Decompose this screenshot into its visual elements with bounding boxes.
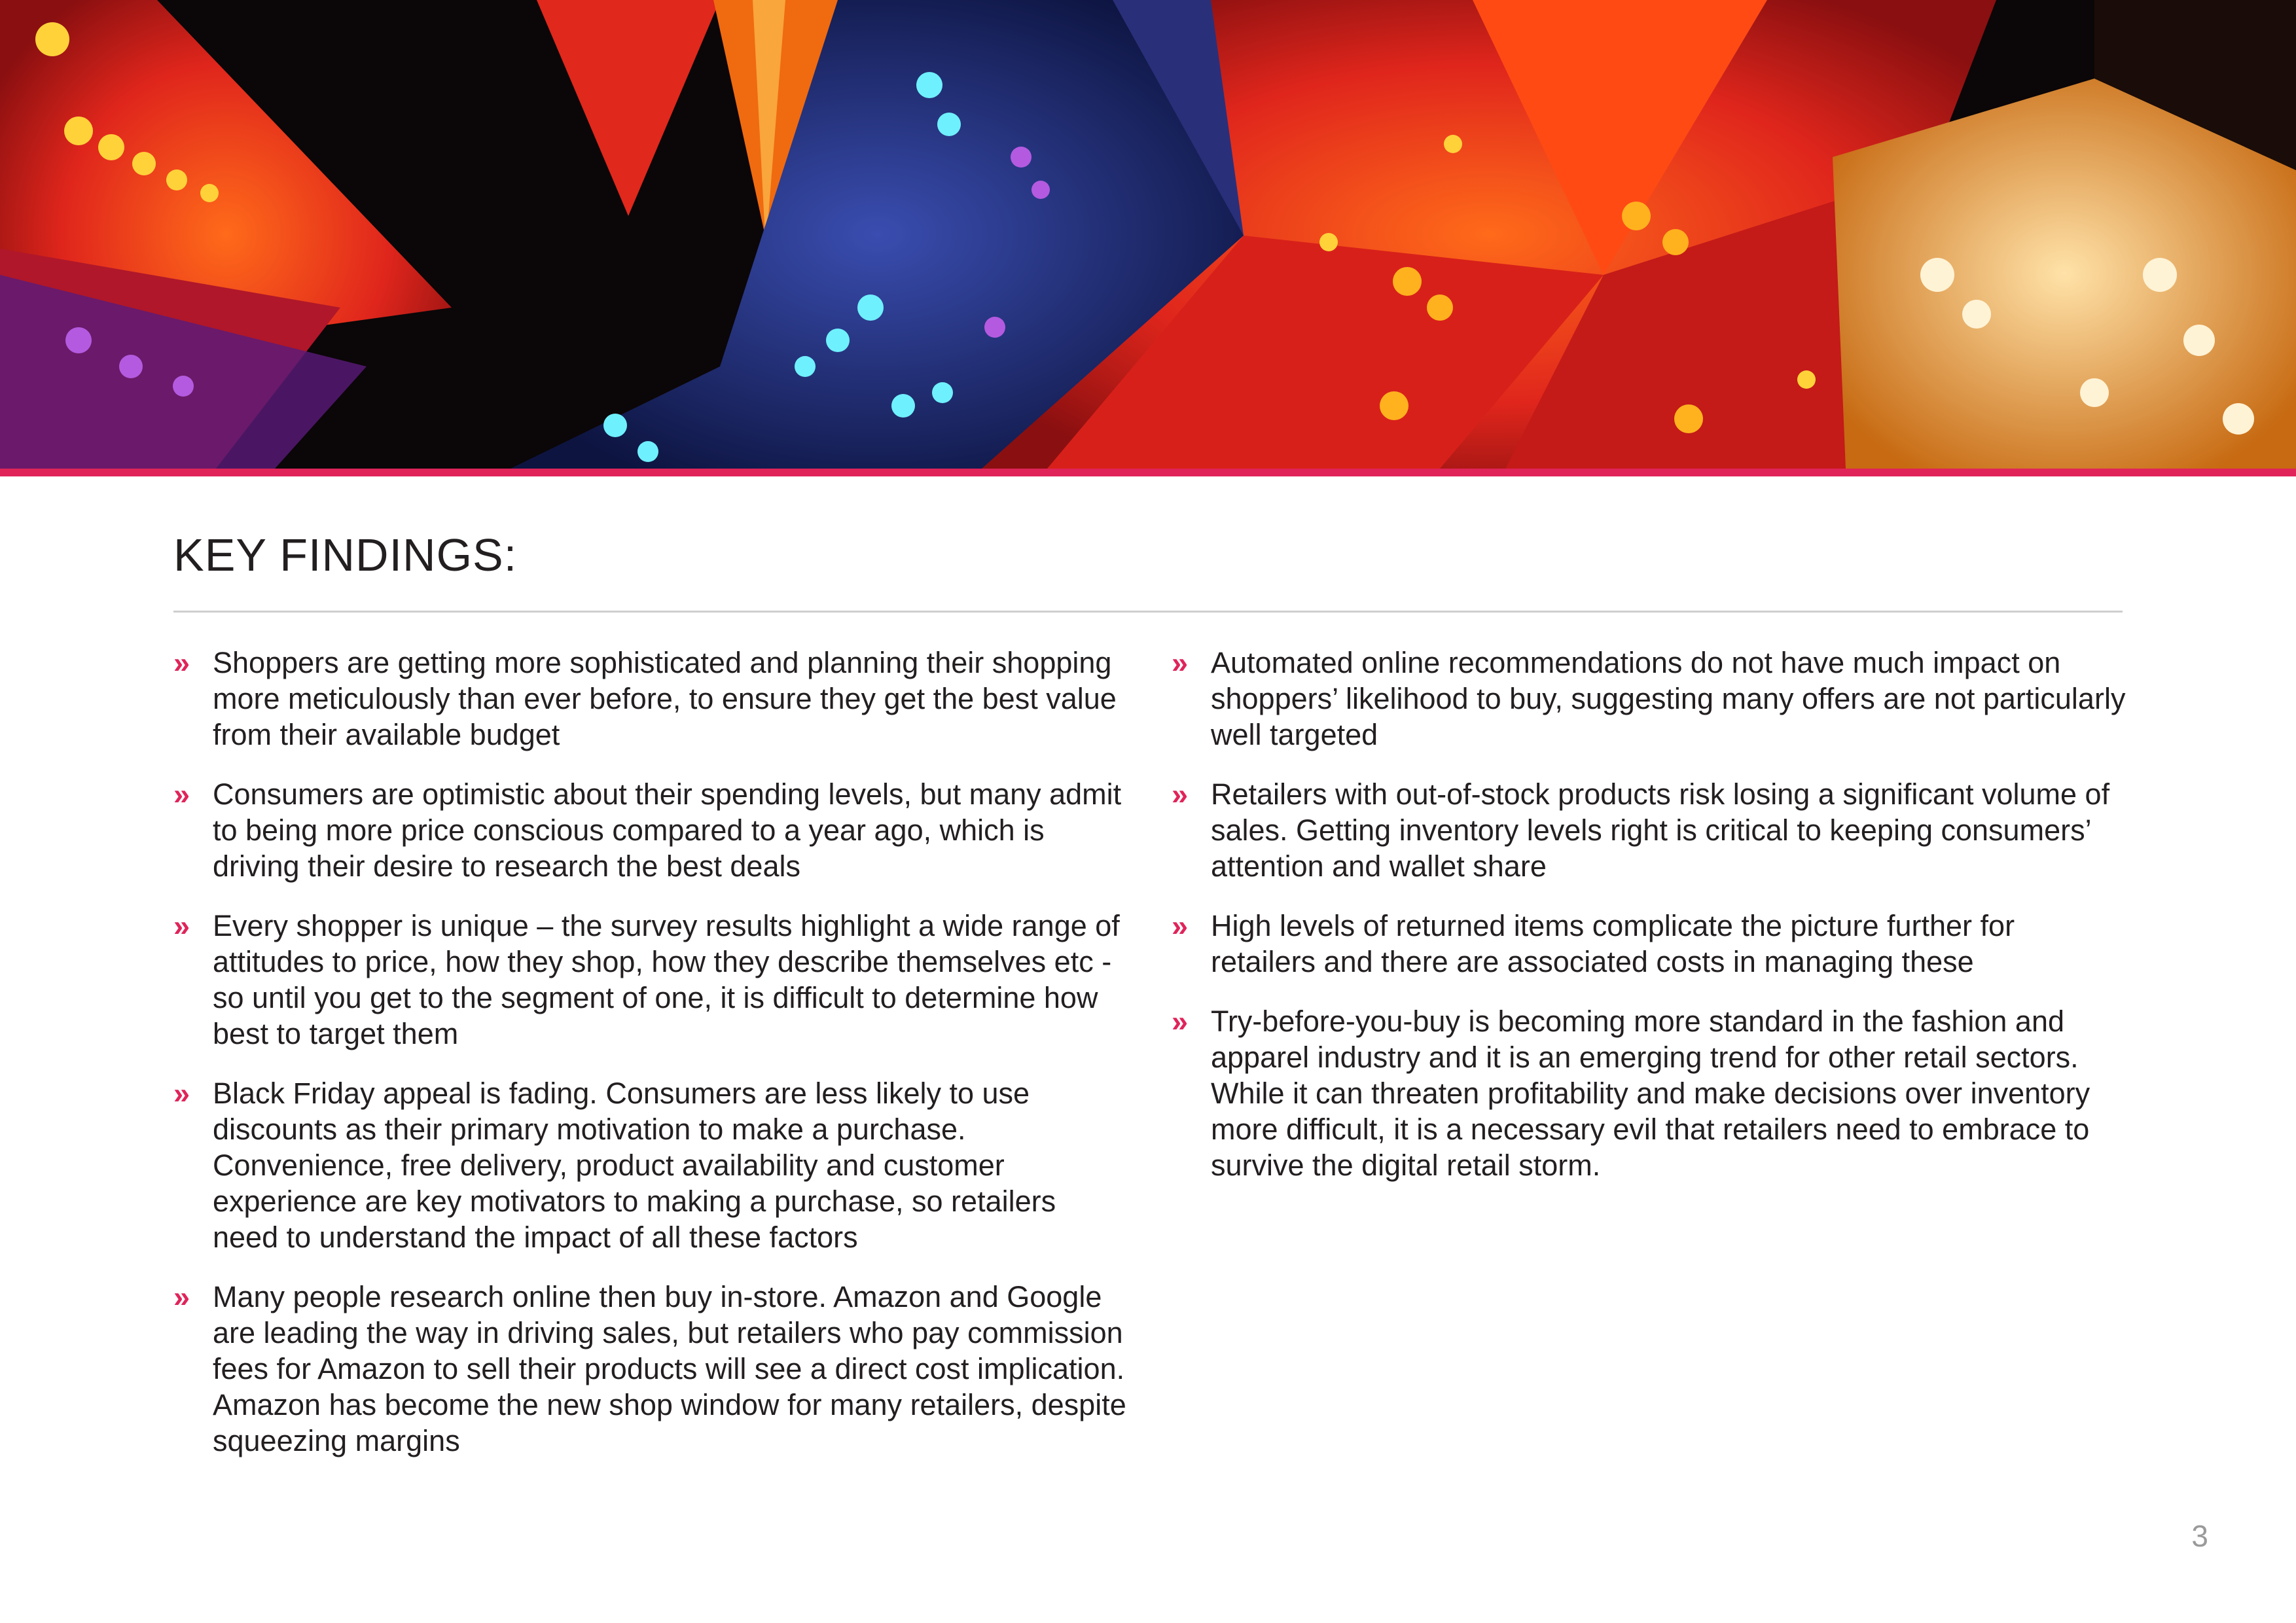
bullet-chevron-icon: »: [173, 777, 190, 811]
bullet-chevron-icon: »: [1172, 777, 1189, 811]
hero-image: [0, 0, 2296, 469]
finding-text: Shoppers are getting more sophisticated and planning their shopping more meticulously than ever before, to ensure they get the best value from their available budget: [213, 646, 1117, 751]
bullet-chevron-icon: »: [1172, 909, 1189, 942]
finding-item: [173, 908, 1129, 1052]
bullet-chevron-icon: »: [173, 1280, 190, 1313]
title-divider: [173, 611, 2123, 613]
bullet-chevron-icon: »: [173, 646, 190, 679]
bullet-chevron-icon: »: [173, 909, 190, 942]
finding-item: [1172, 776, 2127, 884]
finding-item: [1172, 1003, 2127, 1183]
finding-text: Many people research online then buy in-store. Amazon and Google are leading the way in driving sales, but retailers who pay commission fees for Amazon to sell their products will see a direct cost implication. Amazon has become the new shop window for many retailers, despite squeezing margins: [213, 1280, 1126, 1457]
finding-text: Consumers are optimistic about their spending levels, but many admit to being more price conscious compared to a year ago, which is driving their desire to research the best deals: [213, 777, 1122, 883]
finding-text: Every shopper is unique – the survey results highlight a wide range of attitudes to price, how they shop, how they describe themselves etc - so until you get to the segment of one, it is difficult to determine how best to target them: [213, 909, 1120, 1050]
findings-list-left: [173, 645, 1129, 1482]
finding-item: [1172, 908, 2127, 980]
finding-text: High levels of returned items complicate the picture further for retailers and there are associated costs in managing these: [1211, 909, 2015, 978]
bullet-chevron-icon: »: [173, 1077, 190, 1110]
finding-text: Automated online recommendations do not have much impact on shoppers’ likelihood to buy, suggesting many offers are not particularly well targeted: [1211, 646, 2126, 751]
hero-accent-rule: [0, 469, 2296, 476]
bullet-chevron-icon: »: [1172, 1005, 1189, 1038]
finding-item: [173, 1075, 1129, 1255]
finding-item: [173, 645, 1129, 753]
finding-text: Black Friday appeal is fading. Consumers are less likely to use discounts as their primary motivation to make a purchase. Convenience, free delivery, product availability and customer experience are key motivators to making a purchase, so retailers need to understand the impact of all these factors: [213, 1077, 1056, 1254]
page-title: KEY FINDINGS:: [173, 529, 518, 580]
finding-text: Retailers with out-of-stock products risk losing a significant volume of sales. Getting inventory levels right is critical to keeping consumers’ attention and wallet share: [1211, 777, 2110, 883]
finding-item: [1172, 645, 2127, 753]
bullet-chevron-icon: »: [1172, 646, 1189, 679]
finding-item: [173, 1279, 1129, 1459]
page-number: 3: [2191, 1519, 2208, 1553]
star-lanterns-photo: [0, 0, 2296, 469]
findings-list-right: [1172, 645, 2127, 1207]
finding-item: [173, 776, 1129, 884]
finding-text: Try-before-you-buy is becoming more standard in the fashion and apparel industry and it is an emerging trend for other retail sectors. While it can threaten profitability and make decisions over inventory more difficult, it is a necessary evil that retailers need to embrace to survive the digital retail storm.: [1211, 1005, 2090, 1182]
